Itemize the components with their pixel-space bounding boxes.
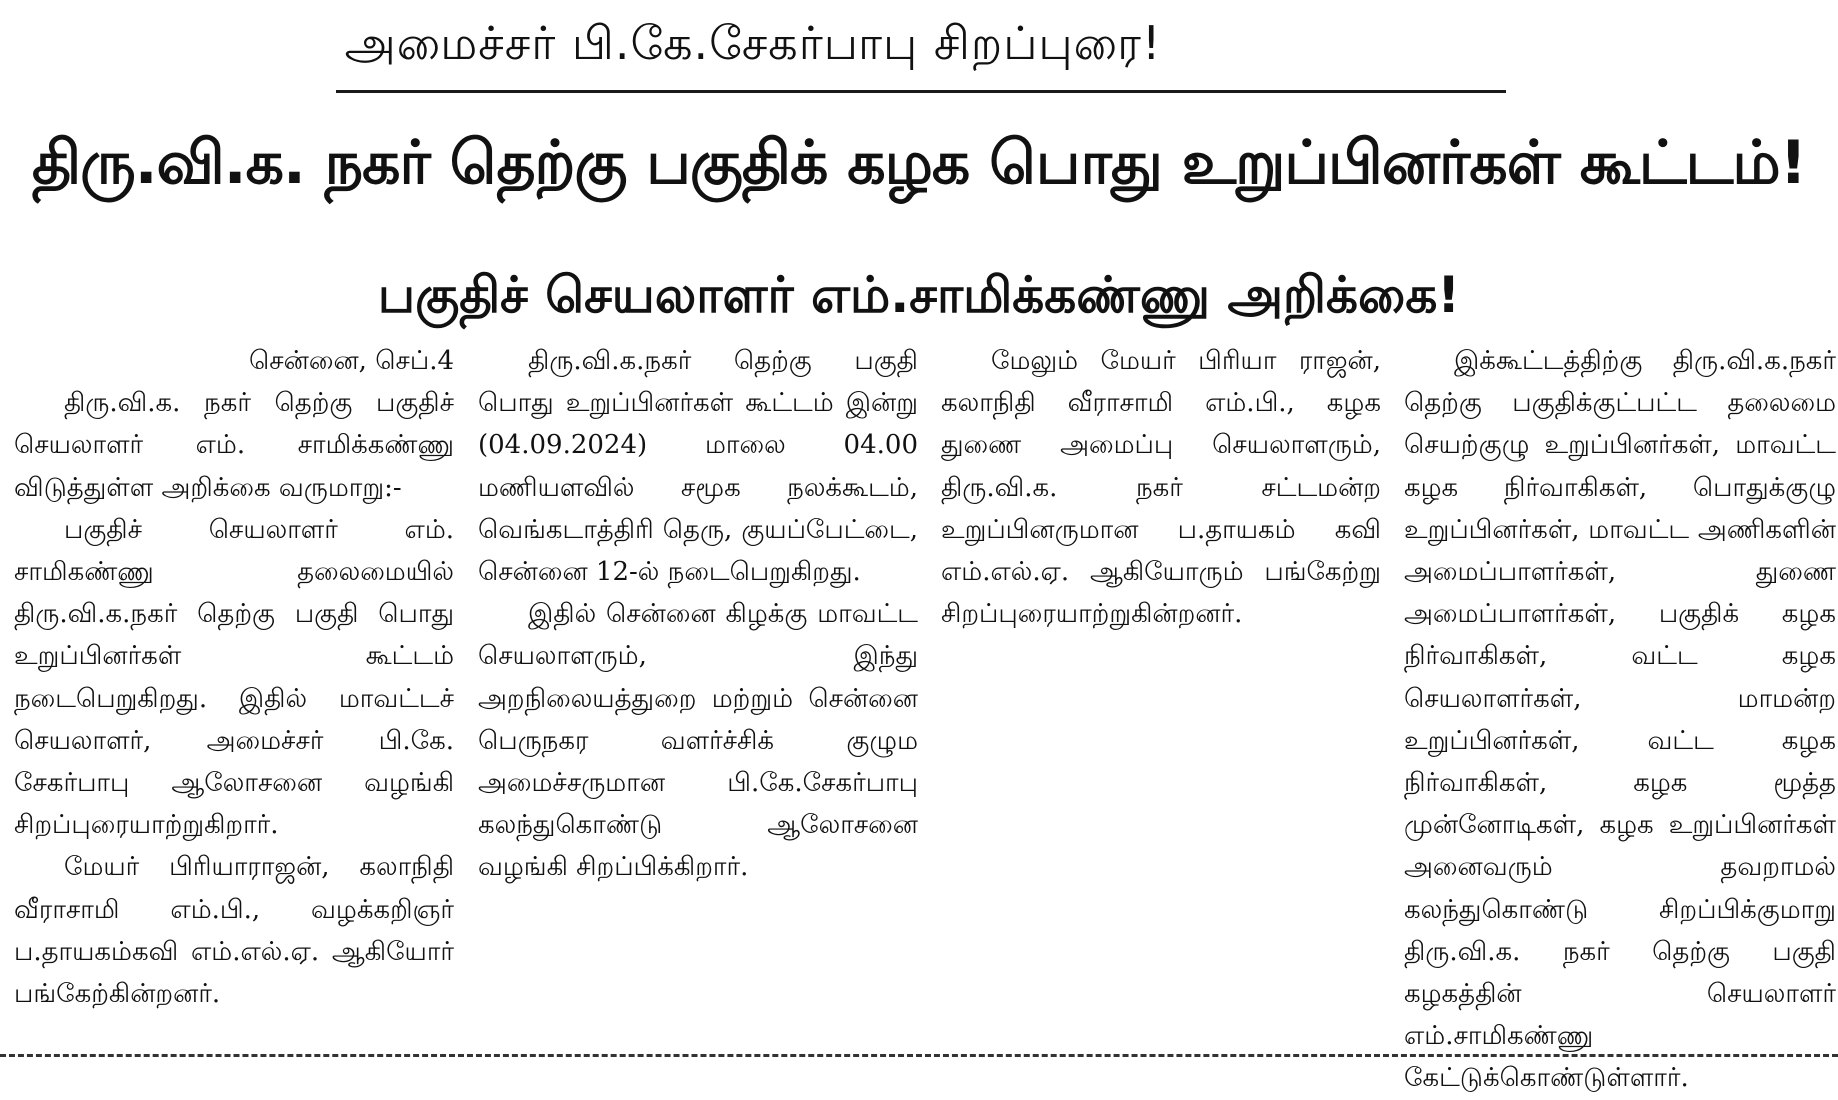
paragraph-6: மேலும் மேயர் பிரியா ராஜன், கலாநிதி வீராசாமி எம்.பி., கழக துணை அமைப்பு செயலாளரும், திரு.வி.க. நகர் சட்டமன்ற உறுப்பினருமான ப.தாயகம் கவி எம்.எல்.ஏ. ஆகியோரும் பங்கேற்று சிறப்புரையாற்றுகின்றனர். <box>941 346 1381 630</box>
paragraph-1: திரு.வி.க. நகர் தெற்கு பகுதிச் செயலாளர் எம். சாமிக்கண்ணு விடுத்துள்ள அறிக்கை வருமாறு:- <box>14 388 454 503</box>
article-subhead: பகுதிச் செயலாளர் எம்.சாமிக்கண்ணு அறிக்கை! <box>377 266 1461 324</box>
dateline: சென்னை, செப்.4 <box>249 346 454 376</box>
article-kicker: அமைச்சர் பி.கே.சேகர்பாபு சிறப்புரை! <box>344 16 1162 70</box>
bottom-dashed-rule <box>0 1054 1838 1057</box>
kicker-underline <box>336 90 1506 93</box>
paragraph-5: இதில் சென்னை கிழக்கு மாவட்ட செயலாளரும், இந்து அறநிலையத்துறை மற்றும் சென்னை பெருநகர வளர்ச்சிக் குழும அமைச்சருமான பி.கே.சேகர்பாபு கலந்துகொண்டு ஆலோசனை வழங்கி சிறப்பிக்கிறார். <box>478 599 918 883</box>
paragraph-3: மேயர் பிரியாராஜன், கலாநிதி வீராசாமி எம்.பி., வழக்கறிஞர் ப.தாயகம்கவி எம்.எல்.ஏ. ஆகியோர் பங்கேற்கின்றனர். <box>14 852 454 1010</box>
column-4 <box>1404 340 1836 1094</box>
column-3 <box>941 340 1381 1040</box>
article-body <box>6 340 1836 1094</box>
column-1 <box>14 340 454 1040</box>
article-headline: திரு.வி.க. நகர் தெற்கு பகுதிக் கழக பொது உறுப்பினர்கள் கூட்டம்! <box>31 128 1807 198</box>
column-2 <box>478 340 918 1040</box>
paragraph-2: பகுதிச் செயலாளர் எம். சாமிகண்ணு தலைமையில் திரு.வி.க.நகர் தெற்கு பகுதி பொது உறுப்பினர்கள் கூட்டம் நடைபெறுகிறது. இதில் மாவட்டச் செயலாளர், அமைச்சர் பி.கே. சேகர்பாபு ஆலோசனை வழங்கி சிறப்புரையாற்றுகிறார். <box>14 514 454 841</box>
paragraph-4: திரு.வி.க.நகர் தெற்கு பகுதி பொது உறுப்பினர்கள் கூட்டம் இன்று (04.09.2024) மாலை 04.00 மணியளவில் சமூக நலக்கூடம், வெங்கடாத்திரி தெரு, குயப்பேட்டை, சென்னை 12-ல் நடைபெறுகிறது. <box>478 346 918 588</box>
paragraph-7: இக்கூட்டத்திற்கு திரு.வி.க.நகர் தெற்கு பகுதிக்குட்பட்ட தலைமை செயற்குழு உறுப்பினர்கள், மாவட்ட கழக நிர்வாகிகள், பொதுக்குழு உறுப்பினர்கள், மாவட்ட அணிகளின் அமைப்பாளர்கள், துணை அமைப்பாளர்கள், பகுதிக் கழக நிர்வாகிகள், வட்ட கழக செயலாளர்கள், மாமன்ற உறுப்பினர்கள், வட்ட கழக நிர்வாகிகள், கழக மூத்த முன்னோடிகள், கழக உறுப்பினர்கள் அனைவரும் தவறாமல் கலந்துகொண்டு சிறப்பிக்குமாறு திரு.வி.க. நகர் தெற்கு பகுதி கழகத்தின் செயலாளர் எம்.சாமிகண்ணு கேட்டுக்கொண்டுள்ளார். <box>1404 346 1836 1094</box>
